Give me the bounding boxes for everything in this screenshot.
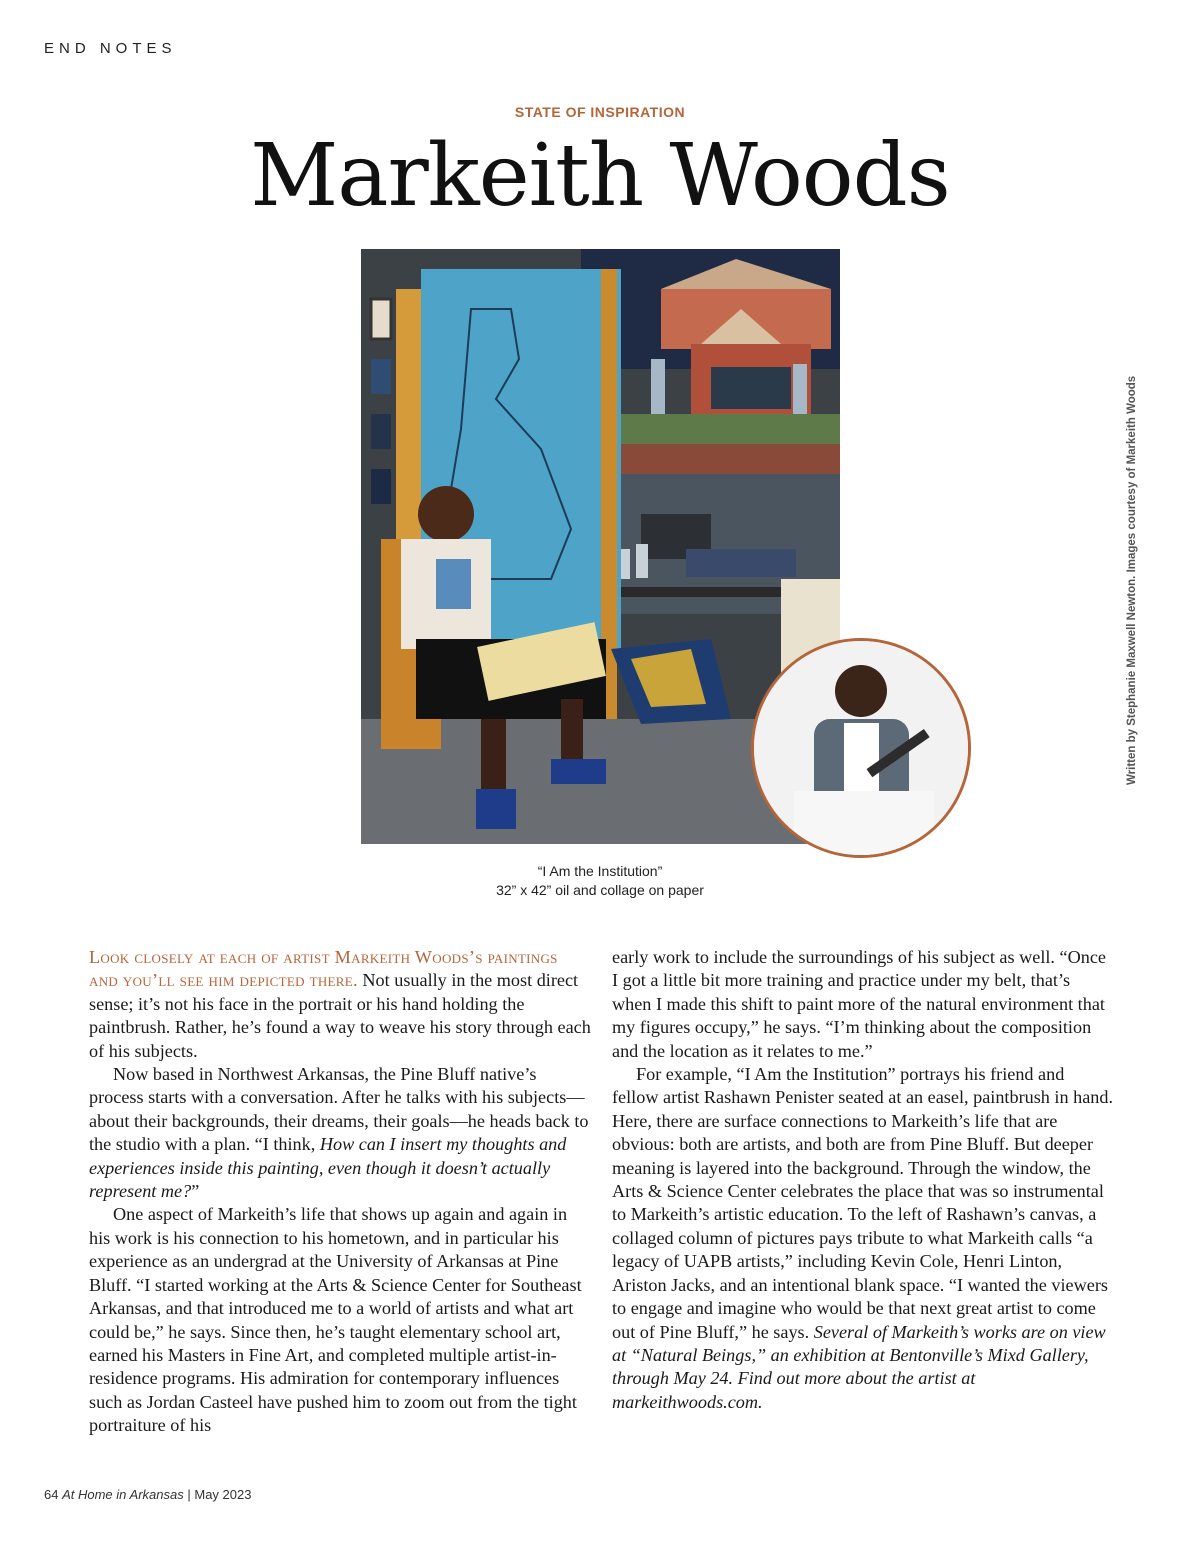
italic-note: Several of Markeith’s works are on view at “Natural Beings,” an exhibition at Bentonville’s Mixd Gallery, through May 24. Find out more about the artist at markeithwoods.com. (612, 1321, 1106, 1412)
lead-in: Look closely at each of artist Markeith Woods’s paintings and you’ll see him depicted there. (89, 947, 558, 991)
article-column-1 (89, 946, 591, 1438)
paragraph-text: Now based in Northwest Arkansas, the Pine Bluff native’s process starts with a conversation. After he talks with his subjects—about their backgrounds, their dreams, their goals—he heads back to the studio with a plan. “I think, (89, 1064, 589, 1155)
page-number: 64 (44, 1487, 59, 1502)
article-title: Markeith Woods (250, 126, 950, 226)
paragraph-text: Not usually in the most direct sense; it’s not his face in the portrait or his hand holding the paintbrush. Rather, he’s found a way to weave his story through each of his subjects. (89, 970, 591, 1061)
caption-medium: 32” x 42” oil and collage on paper (496, 882, 704, 898)
caption-title: “I Am the Institution” (537, 863, 663, 879)
paragraph (612, 1063, 1114, 1414)
paragraph: One aspect of Markeith’s life that shows up again and again in his work is his connection to his hometown, and in particular his experience as an undergrad at the University of Arkansas at Pine Bluff. “I started working at the Arts & Science Center for Southeast Arkansas, and that introduced me to a world of artists and what art could be,” he says. Since then, he’s taught elementary school art, earned his Masters in Fine Art, and completed multiple artist-in-residence programs. His admiration for contemporary influences such as Jordan Casteel have pushed him to zoom out from the tight portraiture of his (89, 1204, 582, 1436)
publication-name: At Home in Arkansas (62, 1487, 184, 1502)
artist-portrait-photo (751, 638, 971, 858)
issue-date: May 2023 (194, 1487, 252, 1502)
paragraph (89, 1063, 591, 1203)
figure-caption (0, 862, 1200, 900)
paragraph: early work to include the surroundings of his subject as well. “Once I got a little bit more training and practice under my belt, that’s when I made this shift to paint more of the natural environment that my figures occupy,” he says. “I’m thinking about the composition and the location as it relates to me.” (612, 947, 1106, 1061)
page-footer (44, 1487, 251, 1502)
paragraph-text: ” (191, 1181, 200, 1202)
article-column-2 (612, 946, 1114, 1414)
photo-credit: Written by Stephanie Maxwell Newton. Images courtesy of Markeith Woods (1126, 375, 1138, 785)
paragraph-text: For example, “I Am the Institution” portrays his friend and fellow artist Rashawn Penister seated at an easel, paintbrush in hand. Here, there are surface connections to Markeith’s life that are obvious: both are artists, and both are from Pine Bluff. But deeper meaning is layered into the background. Through the window, the Arts & Science Center celebrates the place that was so instrumental to Markeith’s artistic education. To the left of Rashawn’s canvas, a collaged column of pictures pays tribute to what Markeith calls “a legacy of UAPB artists,” including Kevin Cole, Henri Linton, Ariston Jacks, and an intentional blank space. “I wanted the viewers to engage and imagine who would be that next great artist to come out of Pine Bluff,” he says. (612, 1064, 1114, 1342)
italic-quote: How can I insert my thoughts and experiences inside this painting, even though it doesn’t actually represent me? (89, 1134, 567, 1202)
footer-separator: | (187, 1487, 191, 1502)
kicker: STATE OF INSPIRATION (514, 104, 686, 120)
section-label: END NOTES (44, 40, 177, 57)
paragraph (89, 946, 591, 1063)
